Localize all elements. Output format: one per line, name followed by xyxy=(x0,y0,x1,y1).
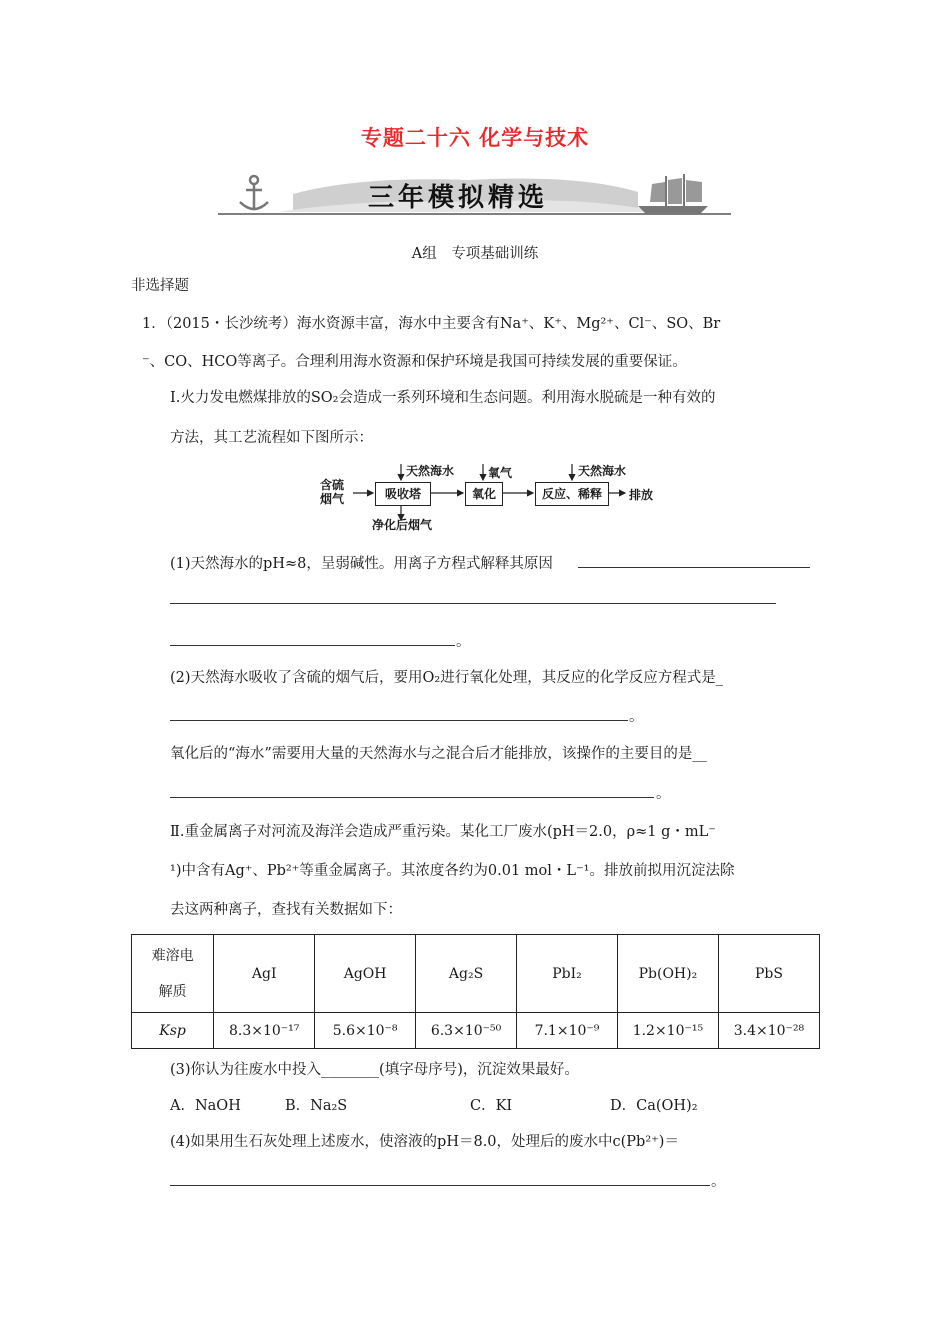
table-cell-ksp: 6.3×10⁻⁵⁰ xyxy=(416,1013,517,1049)
banner xyxy=(218,168,731,218)
part2-text-b: ¹)中含有Ag⁺、Pb²⁺等重金属离子。其浓度各约为0.01 mol・L⁻¹。排放前拟用沉淀法除 xyxy=(170,863,735,879)
table-cell-ksp: 8.3×10⁻¹⁷ xyxy=(214,1013,315,1049)
header-label-2: 解质 xyxy=(158,983,187,1000)
flow-box3-top-label: 天然海水 xyxy=(578,464,627,478)
flow-box1-bottom-label: 净化后烟气 xyxy=(372,518,433,532)
table-cell-ksp: 5.6×10⁻⁸ xyxy=(315,1013,416,1049)
part1-text-a: Ⅰ.火力发电燃煤排放的SO₂会造成一系列环境和生态问题。利用海水脱硫是一种有效的 xyxy=(170,390,716,406)
sub3-text: (3)你认为往废水中投入________(填字母序号)，沉淀效果最好。 xyxy=(170,1062,579,1078)
answer-line-2a[interactable] xyxy=(170,720,628,721)
table-cell-compound: PbI₂ xyxy=(517,935,618,1013)
period-3: 。 xyxy=(656,786,671,802)
period-1: 。 xyxy=(456,634,471,650)
q1-line1: 1．（2015・长沙统考）海水资源丰富，海水中主要含有Na⁺、K⁺、Mg²⁺、Cl⁻、SO、Br xyxy=(142,316,721,332)
answer-line-1c[interactable] xyxy=(170,645,455,646)
option-d[interactable]: D．Ca(OH)₂ xyxy=(610,1098,698,1114)
table-cell-compound: PbS xyxy=(718,935,819,1013)
table-cell-compound: Pb(OH)₂ xyxy=(617,935,718,1013)
period-4: 。 xyxy=(711,1174,726,1190)
table-header-row xyxy=(132,935,820,1013)
flow-box-reaction: 反应、稀释 xyxy=(535,482,609,506)
sub2-text: (2)天然海水吸收了含硫的烟气后，要用O₂进行氧化处理，其反应的化学反应方程式是_ xyxy=(170,670,723,686)
option-a[interactable]: A．NaOH xyxy=(170,1098,241,1114)
table-ksp-row xyxy=(132,1013,820,1049)
flow-box-oxidation: 氧化 xyxy=(465,482,503,506)
process-flow-diagram xyxy=(320,460,660,530)
answer-line-1a[interactable] xyxy=(578,567,810,568)
table-cell-ksp: 3.4×10⁻²⁸ xyxy=(718,1013,819,1049)
flow-box2-top-label: 氧气 xyxy=(488,466,513,480)
answer-line-2b[interactable] xyxy=(170,797,654,798)
flow-box-absorber: 吸收塔 xyxy=(375,482,431,506)
table-header-label xyxy=(132,935,214,1013)
answer-line-1b[interactable] xyxy=(170,603,776,604)
table-cell-compound: Ag₂S xyxy=(416,935,517,1013)
sub1-text: (1)天然海水的pH≈8，呈弱碱性。用离子方程式解释其原因 xyxy=(170,556,553,572)
header-label-1: 难溶电 xyxy=(151,947,194,964)
table-row-label: Ksp xyxy=(132,1013,214,1049)
period-2: 。 xyxy=(629,709,644,725)
flow-output-label: 排放 xyxy=(629,488,654,502)
sub4-text: (4)如果用生石灰处理上述废水，使溶液的pH＝8.0，处理后的废水中c(Pb²⁺)＝ xyxy=(170,1134,679,1150)
table-cell-compound: AgOH xyxy=(315,935,416,1013)
section-label: 非选择题 xyxy=(131,278,189,294)
option-b[interactable]: B．Na₂S xyxy=(285,1098,348,1114)
page-title: 专题二十六 化学与技术 xyxy=(360,126,590,150)
answer-line-4[interactable] xyxy=(170,1185,710,1186)
part1-text-b: 方法，其工艺流程如下图所示： xyxy=(170,430,373,446)
ksp-table xyxy=(131,934,820,1049)
option-c[interactable]: C．KI xyxy=(470,1098,513,1114)
group-title: A组 专项基础训练 xyxy=(411,246,539,262)
q1-line2: ⁻、CO、HCO等离子。合理利用海水资源和保护环境是我国可持续发展的重要保证。 xyxy=(142,354,687,370)
flow-input-label: 含硫烟气 xyxy=(320,478,345,506)
table-cell-compound: AgI xyxy=(214,935,315,1013)
ship-icon xyxy=(638,174,708,214)
anchor-icon xyxy=(240,176,268,210)
table-cell-ksp: 1.2×10⁻¹⁵ xyxy=(617,1013,718,1049)
banner-text: 三年模拟精选 xyxy=(368,183,549,213)
table-cell-ksp: 7.1×10⁻⁹ xyxy=(517,1013,618,1049)
part2-text-c: 去这两种离子，查找有关数据如下： xyxy=(170,902,402,918)
sub2b-text: 氧化后的“海水”需要用大量的天然海水与之混合后才能排放，该操作的主要目的是__ xyxy=(170,746,707,762)
flow-box1-top-label: 天然海水 xyxy=(406,464,455,478)
part2-text-a: Ⅱ.重金属离子对河流及海洋会造成严重污染。某化工厂废水(pH＝2.0，ρ≈1 g・mL⁻ xyxy=(170,824,716,840)
